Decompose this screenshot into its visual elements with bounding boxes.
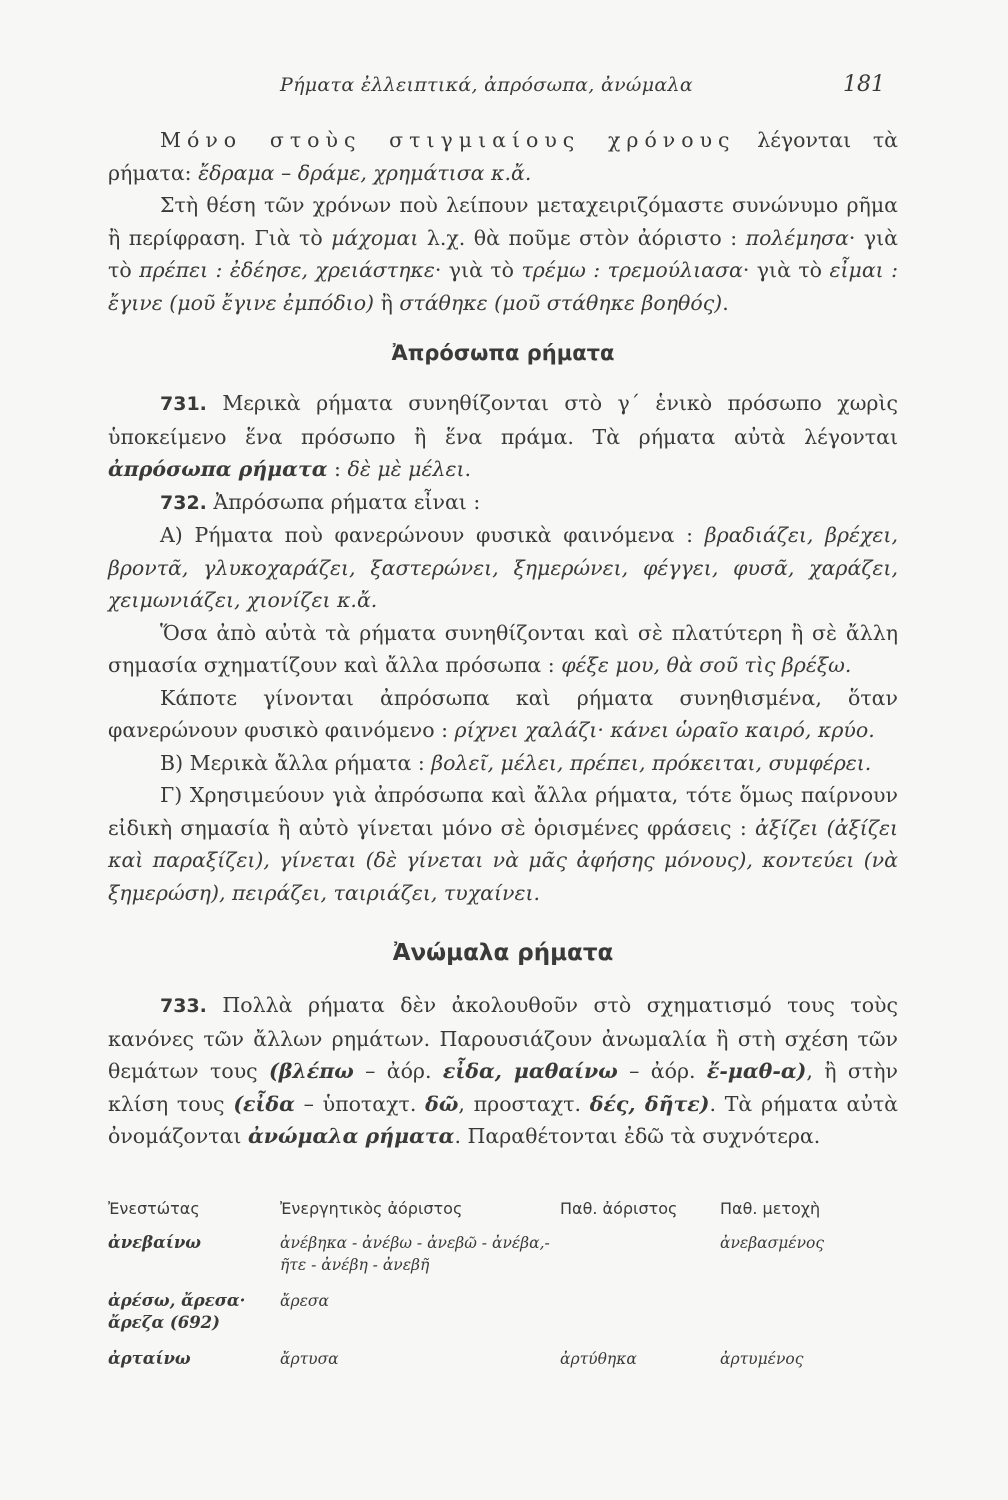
paragraph-733 — [108, 989, 898, 1153]
text: – ἀόρ. — [617, 1059, 707, 1083]
paragraph-732-b — [108, 747, 898, 780]
example-text: ἀξίζει (ἀξίζει καὶ παραξίζει), γίνεται (δὲ γίνεται νὰ μᾶς ἀφήσης μόνους), κοντεύει (νὰ ξημερώση), πειράζει, ταιριάζει, τυχαίνει. — [108, 815, 898, 905]
text: Μερικὰ ρήματα συνηθίζονται στὸ γ΄ ἑνικὸ πρόσωπο χωρὶς ὑποκείμενο ἕνα πρόσωπο ἢ ἕνα πράμα. Τὰ ρήματα αὐτὰ λέγονται — [108, 391, 898, 449]
section-number: 732. — [160, 491, 207, 514]
page-number: 181 — [843, 72, 885, 97]
term: δῶ — [425, 1091, 459, 1116]
text: Ἀπρόσωπα ρήματα εἶναι : — [206, 489, 481, 514]
example-text: ρίχνει χαλάζι· κάνει ὡραῖο καιρό, κρύο. — [454, 718, 875, 742]
term: ἔ-μαθ-α) — [706, 1059, 807, 1083]
passive-participle-cell: ἀρτυμένος — [720, 1350, 804, 1368]
irregular-verbs-table — [108, 1198, 898, 1378]
text: Πολλὰ ρήματα δὲν ἀκολουθοῦν στὸ σχηματισμό τους τοὺς κανόνες τῶν ἄλλων ρημάτων. Παρουσιάζουν ἀνωμαλία ἢ στὴ σχέση τῶν θεμάτων τους — [108, 993, 898, 1083]
column-header-passive-aorist: Παθ. ἀόριστος — [560, 1199, 678, 1218]
example-text: πολέμησα — [745, 225, 849, 250]
text: , ἢ στὴν κλίση τους — [108, 1059, 898, 1116]
text: ἢ — [374, 290, 400, 315]
active-aorist-cell: ἄρεσα — [280, 1292, 329, 1310]
paragraph-732 — [108, 486, 898, 520]
table-row — [108, 1290, 898, 1348]
present-cell: ἀρέσω, ἄρεσα· ἄρεζα (692) — [108, 1291, 246, 1332]
page-body — [108, 124, 898, 1153]
passive-participle-cell: ἀνεβασμένος — [720, 1234, 825, 1252]
text: · γιὰ τὸ — [108, 225, 899, 282]
example-text: ἔδραμα – δράμε, χρημάτισα κ.ἄ. — [198, 160, 532, 185]
text: – ἀόρ. — [353, 1059, 443, 1083]
running-head: Ρήματα ἐλλειπτικά, ἀπρόσωπα, ἀνώμαλα — [280, 74, 693, 96]
example-text: στάθηκε (μοῦ στάθηκε βοηθός) — [399, 290, 723, 315]
present-cell: ἀρταίνω — [108, 1349, 191, 1368]
example-text: πρέπει : ἐδέησε, χρειάστηκε — [139, 258, 435, 282]
paragraph-732-a — [108, 519, 898, 617]
term: ἀνώμαλα ρήματα — [247, 1124, 455, 1148]
text: Κάποτε γίνονται ἀπρόσωπα καὶ ρήματα συνηθισμένα, ὅταν φανερώνουν φυσικὸ φαινόμενο : — [108, 685, 898, 742]
example-text: δὲ μὲ μέλει — [347, 457, 465, 481]
section-heading-anomala: Ἀνώμαλα ρήματα — [392, 940, 614, 966]
section-number: 733. — [160, 995, 207, 1017]
passive-aorist-cell: ἀρτύθηκα — [560, 1350, 637, 1368]
column-header-present: Ἐνεστώτας — [108, 1199, 200, 1218]
text: . Τὰ ρήματα αὐτὰ ὀνομάζονται — [108, 1091, 899, 1148]
active-aorist-cell: ἄρτυσα — [280, 1350, 339, 1368]
section-number: 731. — [160, 393, 207, 415]
spaced-phrase: Μόνο στοὺς στιγμιαίους χρόνους — [160, 128, 736, 152]
text: λ.χ. θὰ ποῦμε στὸν ἀόριστο : — [418, 225, 746, 250]
example-text: φέξε μου, θὰ σοῦ τὶς βρέξω. — [561, 653, 852, 677]
paragraph-732-c — [108, 779, 898, 909]
text: . Παραθέτονται ἐδῶ τὰ συχνότερα. — [454, 1124, 821, 1148]
text: Β) Μερικὰ ἄλλα ρήματα : — [160, 750, 432, 775]
term: δές, δῆτε) — [589, 1091, 710, 1116]
active-aorist-cell: ἀνέβηκα - ἀνέβω - ἀνεβῶ - ἀνέβα,-ῆτε - ἀνέβη - ἀνεβῆ — [280, 1234, 550, 1274]
table-header-row — [108, 1198, 898, 1232]
text: : — [327, 457, 348, 481]
text: Ὅσα ἀπὸ αὐτὰ τὰ ρήματα συνηθίζονται καὶ σὲ πλατύτερη ἢ σὲ ἄλλη σημασία σχηματίζουν καὶ ἄλλα πρόσωπα : — [108, 620, 898, 677]
present-cell: ἀνεβαίνω — [108, 1233, 201, 1252]
text: Γ) Χρησιμεύουν γιὰ ἀπρόσωπα καὶ ἄλλα ρήματα, τότε ὅμως παίρνουν εἰδικὴ σημασία ἢ αὐτὸ γίνεται μόνο σὲ ὁρισμένες φράσεις : — [108, 783, 898, 840]
section-heading-aprosopa: Ἀπρόσωπα ρήματα — [391, 341, 615, 365]
example-text: βολεῖ, μέλει, πρέπει, πρόκειται, συμφέρει. — [431, 750, 872, 775]
text: Στὴ θέση τῶν χρόνων ποὺ λείπουν μεταχειριζόμαστε συνώνυμο ρῆμα ἢ περίφραση. Γιὰ τὸ — [108, 193, 898, 250]
example-text: βραδιάζει, βρέχει, βροντᾶ, γλυκοχαράζει, ξαστερώνει, ξημερώνει, φέγγει, φυσᾶ, χαράζει, χειμωνιάζει, χιονίζει κ.ἄ. — [108, 523, 898, 612]
example-text: εἶμαι : ἔγινε (μοῦ ἔγινε ἐμπόδιο) — [108, 258, 899, 315]
column-header-passive-participle: Παθ. μετοχὴ — [720, 1199, 821, 1218]
paragraph-periphrasi — [108, 189, 898, 319]
text: . — [722, 290, 729, 315]
paragraph-731 — [108, 387, 898, 486]
page-header — [0, 70, 1008, 106]
paragraph-732-a-note2 — [108, 682, 898, 747]
text: . — [464, 457, 472, 481]
text: · γιὰ τὸ — [742, 258, 830, 282]
term: (εἶδα — [233, 1091, 295, 1116]
text: λέγονται τὰ ρήματα: — [108, 128, 898, 185]
text: , προσταχτ. — [458, 1091, 590, 1116]
column-header-active-aorist: Ἐνεργητικὸς ἀόριστος — [280, 1199, 463, 1218]
text: · γιὰ τὸ — [434, 258, 522, 282]
example-text: μάχομαι — [331, 225, 419, 250]
table-row — [108, 1232, 898, 1290]
example-text: τρέμω : τρεμούλιασα — [521, 258, 743, 282]
term: ἀπρόσωπα ρήματα — [108, 457, 328, 481]
term: εἶδα, μαθαίνω — [442, 1059, 618, 1083]
term: (βλέπω — [269, 1059, 354, 1083]
text: – ὑποταχτ. — [294, 1091, 426, 1116]
text: Α) Ρήματα ποὺ φανερώνουν φυσικὰ φαινόμενα : — [160, 523, 705, 547]
table-row — [108, 1348, 898, 1378]
paragraph-stigmiaioi — [108, 124, 898, 189]
paragraph-732-a-note — [108, 617, 898, 682]
